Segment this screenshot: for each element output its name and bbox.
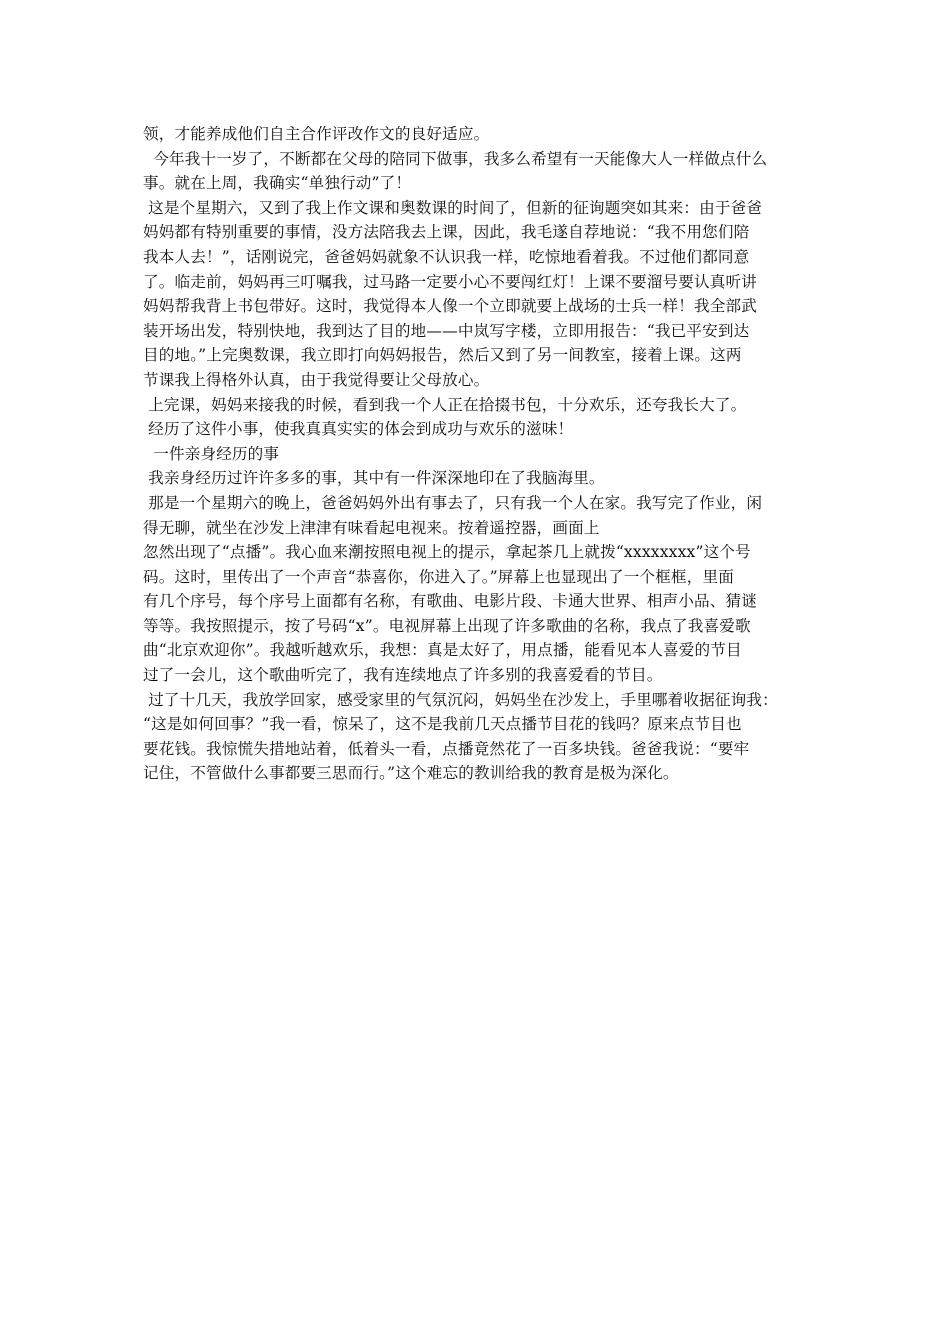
document-body [143,122,815,786]
text-line: 节课我上得格外认真，由于我觉得要让父母放心。 [143,370,490,389]
text-line: 妈妈帮我背上书包带好。这时，我觉得本人像一个立即就要上战场的士兵一样！我全部武 [143,297,758,316]
text-line: 码。这时，里传出了一个声音“恭喜你，你进入了。”屏幕上也显现出了一个框框，里面 [143,567,734,586]
text-line: 今年我十一岁了，不断都在父母的陪同下做事，我多么希望有一天能像大人一样做点什么 [143,149,768,168]
text-line: 装开场出发，特别快地，我到达了目的地——中岚写字楼，立即用报告：“我已平安到达 [143,321,750,340]
text-line: 妈妈都有特别重要的事情，没方法陪我去上课，因此，我毛遂自荐地说：“我不用您们陪 [143,223,750,242]
text-line: 要花钱。我惊慌失措地站着，低着头一看，点播竟然花了一百多块钱。爸爸我说：“要牢 [143,739,750,758]
text-line: 等等。我按照提示，按了号码“x”。电视屏幕上出现了许多歌曲的名称，我点了我喜爱歌 [143,616,751,635]
text-line: 我亲身经历过许许多多的事，其中有一件深深地印在了我脑海里。 [143,469,605,488]
text-line: 领，才能养成他们自主合作评改作文的良好适应。 [143,125,490,143]
text-line: 有几个序号，每个序号上面都有名称，有歌曲、电影片段、卡通大世界、相声小品、猜谜 [143,592,758,611]
text-line: 经历了这件小事，使我真真实实的体会到成功与欢乐的滋味！ [143,420,574,439]
text-line: 忽然出现了“点播”。我心血来潮按照电视上的提示，拿起茶几上就拨“xxxxxxxx”这个号 [143,543,751,562]
text-line: 那是一个星期六的晚上，爸爸妈妈外出有事去了，只有我一个人在家。我写完了作业，闲 [143,493,763,512]
text-line: 曲“北京欢迎你”。我越听越欢乐，我想：真是太好了，用点播，能看见本人喜爱的节目 [143,641,742,660]
text-line: 过了十几天，我放学回家，感受家里的气氛沉闷，妈妈坐在沙发上，手里哪着收据征询我： [143,690,778,709]
text-line: 上完课，妈妈来接我的时候，看到我一个人正在拾掇书包，十分欢乐，还夸我长大了。 [143,395,747,414]
text-line: 事。就在上周，我确实“单独行动”了！ [143,174,412,193]
section-heading: 一件亲身经历的事 [143,444,280,463]
text-line: 记住，不管做什么事都要三思而行。”这个难忘的教训给我的教育是极为深化。 [143,764,679,783]
text-line: 过了一会儿，这个歌曲听完了，我有连续地点了许多别的我喜爱看的节目。 [143,666,663,685]
text-line: 这是个星期六，又到了我上作文课和奥数课的时间了，但新的征询题突如其来：由于爸爸 [143,198,763,217]
text-line: 了。临走前，妈妈再三叮嘱我，过马路一定要小心不要闯红灯！上课不要溜号要认真听讲 [143,272,758,291]
text-line: 目的地。”上完奥数课，我立即打向妈妈报告，然后又到了另一间教室，接着上课。这两 [143,346,742,365]
text-line: 我本人去！”，话刚说完，爸爸妈妈就象不认识我一样，吃惊地看着我。不过他们都同意 [143,247,750,266]
text-line: 得无聊，就坐在沙发上津津有味看起电视来。按着遥控器，画面上 [143,518,600,537]
text-line: “这是如何回事？”我一看，惊呆了，这不是我前几天点播节目花的钱吗？原来点节目也 [143,715,742,734]
